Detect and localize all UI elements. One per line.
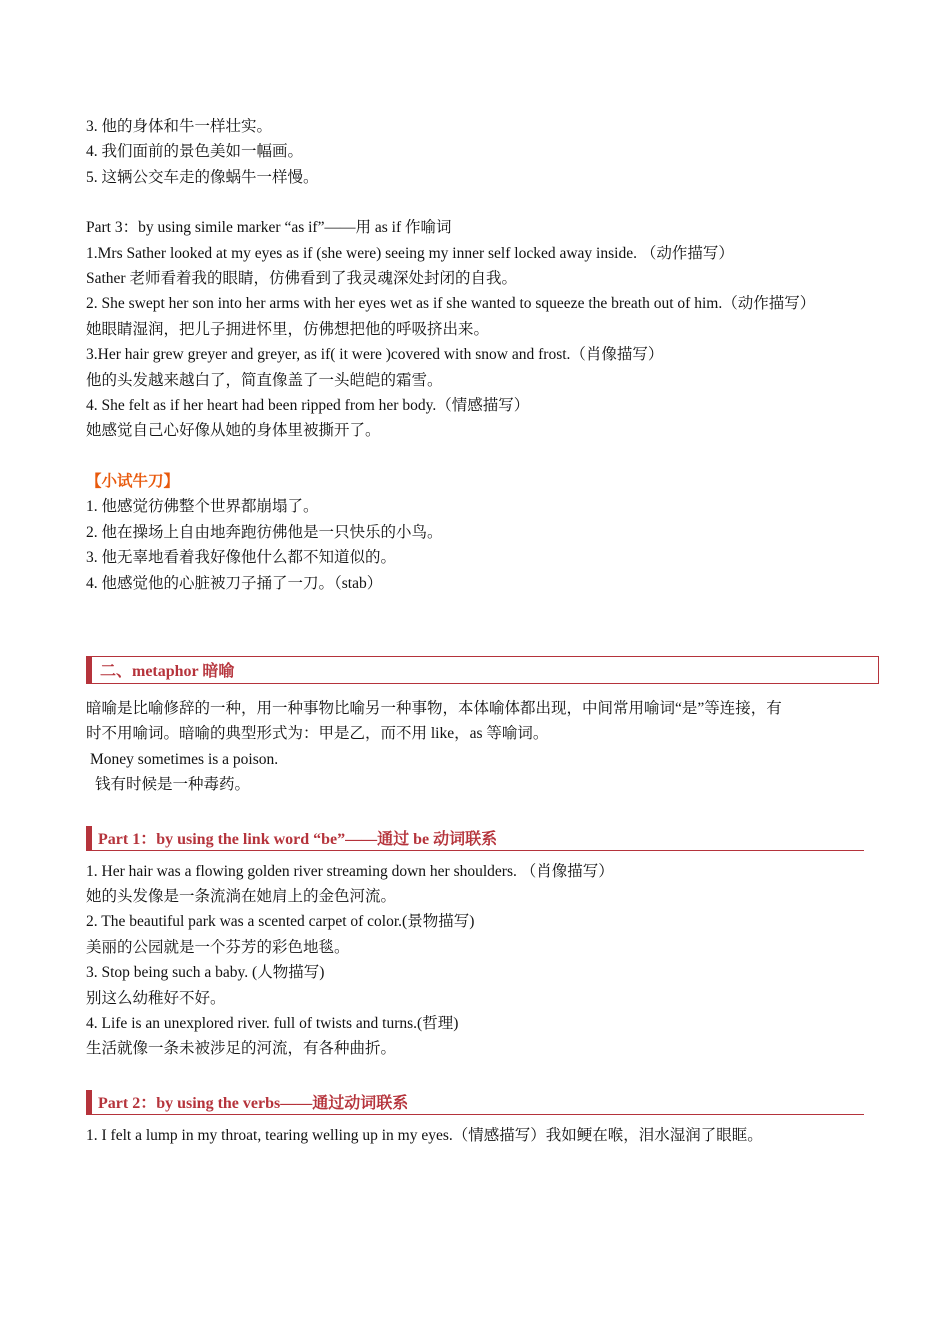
part2-line: 1. I felt a lump in my throat, tearing welling up in my eyes.（情感描写）我如鲠在喉，泪水湿润了眼眶。 [86,1126,763,1144]
part3-line: 她感觉自己心好像从她的身体里被撕开了。 [86,422,381,440]
metaphor-example-en: Money sometimes is a poison. [90,750,279,768]
part3-line: 3.Her hair grew greyer and greyer, as if( it were )covered with snow and frost.（肖像描写） [86,346,664,364]
part3-line: 1.Mrs Sather looked at my eyes as if (she were) seeing my inner self locked away inside. （动作描写） [86,244,734,262]
sentence: 4. 我们面前的景色美如一幅画。 [86,143,304,161]
intro-sentences [86,114,876,190]
metaphor-definition: 暗喻是比喻修辞的一种，用一种事物比喻另一种事物，本体喻体都出现，中间常用喻词“是”等连接，有 [86,699,782,717]
metaphor-heading: 二、metaphor 暗喻 [86,656,879,684]
part1-line: 别这么幼稚好不好。 [86,989,226,1007]
part2-section [86,1090,876,1148]
practice-item: 4. 他感觉他的心脏被刀子捅了一刀。（stab） [86,574,383,592]
part1-line: 生活就像一条未被涉足的河流，有各种曲折。 [86,1040,397,1058]
part3-line: Sather 老师看着我的眼睛，仿佛看到了我灵魂深处封闭的自我。 [86,270,517,288]
practice-title: 【小试牛刀】 [86,471,180,490]
part1-line: 1. Her hair was a flowing golden river streaming down her shoulders. （肖像描写） [86,862,614,880]
sentence: 3. 他的身体和牛一样壮实。 [86,118,273,135]
part3-line: 他的头发越来越白了，简直像盖了一头皑皑的霜雪。 [86,371,443,389]
part2-heading: Part 2：by using the verbs——通过动词联系 [86,1090,864,1115]
practice-item: 3. 他无辜地看着我好像他什么都不知道似的。 [86,549,397,567]
document-page [86,114,876,1148]
metaphor-example-cn: 钱有时候是一种毒药。 [95,776,251,794]
metaphor-definition: 时不用喻词。暗喻的典型形式为：甲是乙，而不用 like，as 等喻词。 [86,725,549,743]
practice-section [86,469,876,596]
metaphor-section [86,656,876,798]
part1-line: 2. The beautiful park was a scented carpet of color.(景物描写) [86,913,475,931]
practice-item: 1. 他感觉彷佛整个世界都崩塌了。 [86,498,319,516]
part1-line: 3. Stop being such a baby. (人物描写) [86,964,325,982]
part3-line: 4. She felt as if her heart had been ripped from her body.（情感描写） [86,397,530,415]
part3-line: 她眼睛湿润，把儿子拥进怀里，仿佛想把他的呼吸挤出来。 [86,320,490,338]
part3-heading: Part 3：by using simile marker “as if”——用 as if 作喻词 [86,219,452,237]
sentence: 5. 这辆公交车走的像蜗牛一样慢。 [86,168,319,186]
part1-line: 美丽的公园就是一个芬芳的彩色地毯。 [86,938,350,956]
part1-heading: Part 1：by using the link word “be”——通过 be 动词联系 [86,826,864,851]
part3-section [86,215,876,444]
part3-line: 2. She swept her son into her arms with her eyes wet as if she wanted to squeeze the breath out of him.（动作描写） [86,295,816,313]
part1-section [86,826,876,1062]
part1-line: 4. Life is an unexplored river. full of twists and turns.(哲理) [86,1014,459,1032]
part1-line: 她的头发像是一条流淌在她肩上的金色河流。 [86,887,397,905]
practice-item: 2. 他在操场上自由地奔跑彷佛他是一只快乐的小鸟。 [86,523,443,541]
